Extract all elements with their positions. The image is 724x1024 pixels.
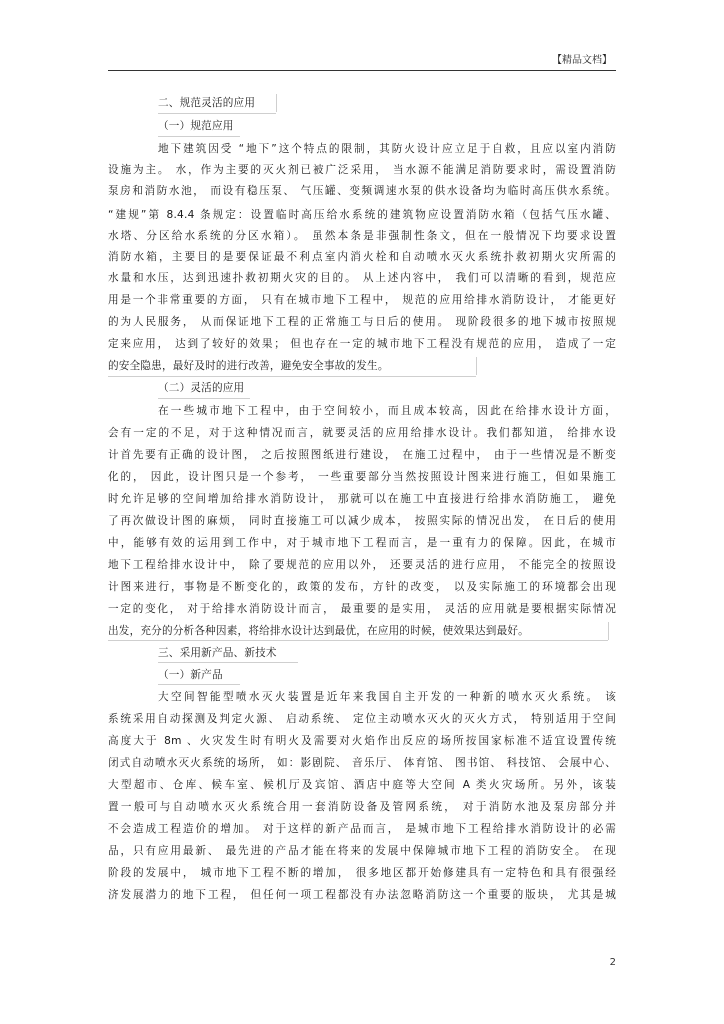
paragraph-line: 置一般可与自动喷水灭火系统合用一套消防设备及管网系统， 对于消防水池及泵房部分并: [108, 801, 616, 813]
paragraph-line: 大空间智能型喷水灭火装置是近年来我国自主开发的一种新的喷水灭火系统。 该: [158, 691, 616, 703]
header-label: 【精品文档】: [552, 55, 612, 66]
page-number: 2: [609, 957, 616, 968]
paragraph-line: 设施为主。 水，作为主要的灭火剂已被广泛采用， 当水源不能满足消防要求时，需设置消防: [108, 164, 616, 176]
paragraph-line: 水量和水压，达到迅速扑救初期火灾的目的。 从上述内容中， 我们可以清晰的看到，规范应: [108, 272, 616, 284]
paragraph-line: 了再次做设计图的麻烦， 同时直接施工可以减少成本， 按照实际的情况出发， 在日后的使用: [108, 515, 616, 527]
paragraph-line: 的为人民服务， 从而保证地下工程的正常施工与日后的使用。 现阶段很多的地下城市按照规: [108, 316, 616, 328]
subsection-heading: （一）新产品: [158, 669, 223, 681]
paragraph-line: 消防水箱，主要目的是要保证最不利点室内消火栓和自动喷水灭火系统扑救初期火灾所需的: [108, 251, 616, 263]
paragraph-line: 地下工程给排水设计中， 除了要规范的应用以外， 还要灵活的进行应用， 不能完全的按照设: [108, 559, 616, 571]
paragraph-line: 品，只有应用最新、 最先进的产品才能在将来的发展中保障城市地下工程的消防安全。 在现: [108, 845, 616, 857]
paragraph-line: 中，能够有效的运用到工作中，对于城市地下工程而言，是一重有力的保障。因此，在城市: [108, 537, 616, 549]
scan-rule: [108, 640, 608, 641]
scan-rule: [158, 113, 276, 114]
paragraph-line: 高度大于 8m 、火灾发生时有明火及需要对火焰作出反应的场所按国家标准不适宜设置传统: [108, 735, 616, 747]
paragraph-line: 一定的变化， 对于给排水消防设计而言， 最重要的是实用， 灵活的应用就是要根据实际情况: [108, 603, 616, 615]
scan-rule: [158, 662, 298, 663]
paragraph-line: 出发，充分的分析各种因素，将给排水设计达到最优，在应用的时候，使效果达到最好。: [108, 625, 529, 637]
paragraph-line: 地下建筑因受 “地下”这个特点的限制，其防火设计应立足于自救，且应以室内消防: [158, 143, 616, 155]
section-heading: 二、规范灵活的应用: [158, 97, 256, 109]
paragraph-line: 阶段的发展中， 城市地下工程不断的增加， 很多地区都开始修建具有一定特色和具有很强经: [108, 867, 616, 879]
paragraph-line: 不会造成工程造价的增加。 对于这样的新产品而言， 是城市地下工程给排水消防设计的必需: [108, 823, 616, 835]
scan-rule: [158, 136, 240, 137]
paragraph-line: 泵房和消防水池， 而设有稳压泵、 气压罐、变频调速水泵的供水设备均为临时高压供水系统。: [108, 185, 616, 197]
paragraph-line: 大型超市、仓库、候车室、候机厅及宾馆、酒店中庭等大空间 A 类火灾场所。另外，该装: [108, 779, 616, 791]
subsection-heading: （一）规范应用: [158, 120, 234, 132]
paragraph-line: 水塔、分区给水系统的分区水箱）。 虽然本条是非强制性条文，但在一般情况下均要求设置: [108, 230, 616, 242]
scan-rule: [108, 376, 476, 377]
paragraph-line: 系统采用自动探测及判定火源、 启动系统、 定位主动喷水灭火的灭火方式， 特别适用于空间: [108, 713, 616, 725]
subsection-heading: （二）灵活的应用: [158, 382, 245, 394]
paragraph-line: 时允许足够的空间增加给排水消防设计， 那就可以在施工中直接进行给排水消防施工， 避免: [108, 493, 616, 505]
paragraph-line: 用是一个非常重要的方面， 只有在城市地下工程中， 规范的应用给排水消防设计， 才能更好: [108, 294, 616, 306]
paragraph-line: 会有一定的不足，对于这种情况而言，就要灵活的应用给排水设计。我们都知道， 给排水设: [108, 427, 616, 439]
scan-tick: [476, 357, 477, 375]
paragraph-line: 计图来进行，事物是不断变化的，政策的发布，方针的改变， 以及实际施工的环境都会出现: [108, 581, 616, 593]
paragraph-line: 闭式自动喷水灭火系统的场所， 如：影剧院、 音乐厅、 体育馆、 图书馆、 科技馆、 会展中心、: [108, 757, 616, 769]
scan-rule: [158, 398, 250, 399]
paragraph-line: 济发展潜力的地下工程， 但任何一项工程都没有办法忽略消防这一个重要的版块， 尤其是城: [108, 889, 616, 901]
scan-tick: [608, 622, 609, 640]
scan-rule: [158, 684, 240, 685]
paragraph-line: 的安全隐患，最好及时的进行改善，避免安全事故的发生。: [108, 360, 389, 372]
paragraph-line: 化的， 因此，设计图只是一个参考， 一些重要部分当然按照设计图来进行施工，但如果施工: [108, 471, 616, 483]
paragraph-line: 定来应用， 达到了较好的效果； 但也存在一定的城市地下工程没有规范的应用， 造成了一定: [108, 338, 616, 350]
section-heading: 三、采用新产品、新技术: [158, 647, 277, 659]
paragraph-line: 计首先要有正确的设计图， 之后按照图纸进行建设， 在施工过程中， 由于一些情况是不断变: [108, 449, 616, 461]
paragraph-line: 在一些城市地下工程中，由于空间较小，而且成本较高，因此在给排水设计方面，: [158, 405, 616, 417]
paragraph-line: “建规”第 8.4.4 条规定：设置临时高压给水系统的建筑物应设置消防水箱（包括气压水罐、: [108, 209, 616, 221]
scan-tick: [276, 94, 277, 112]
